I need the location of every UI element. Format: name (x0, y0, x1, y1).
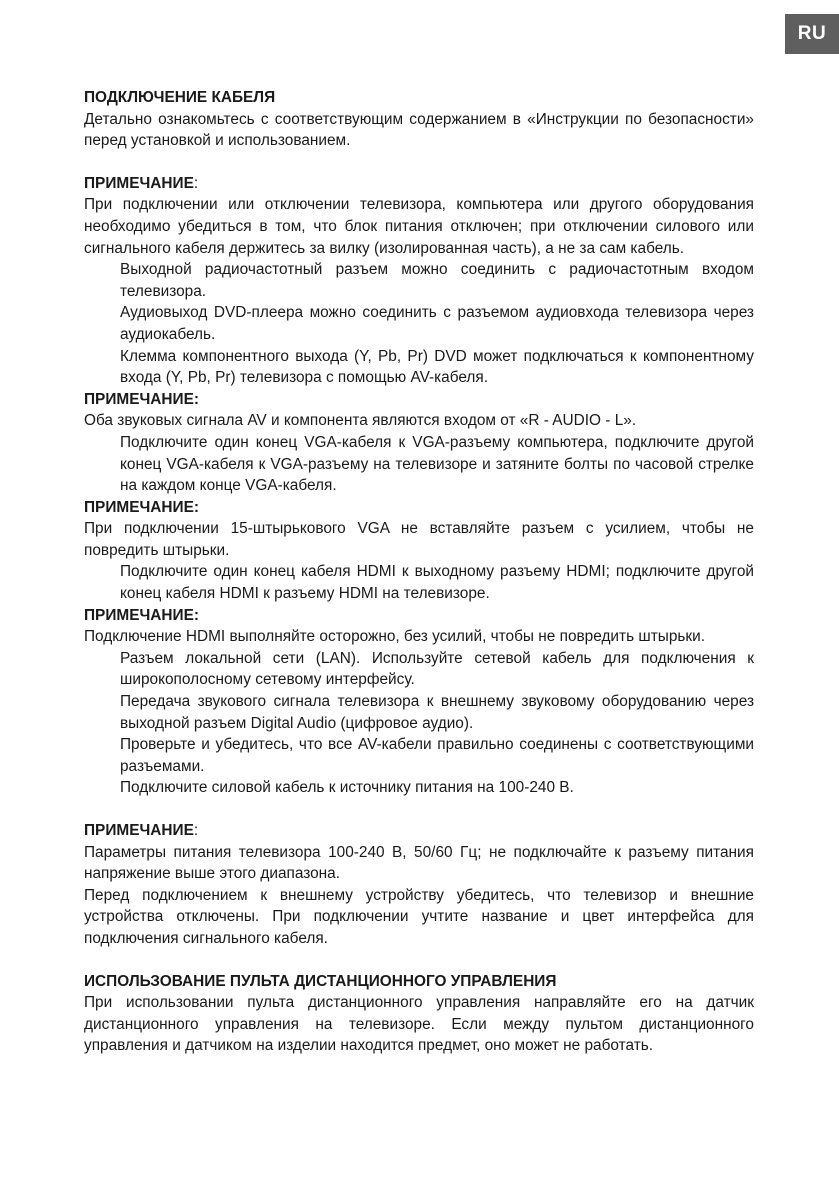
instruction-item: Клемма компонентного выхода (Y, Pb, Pr) DVD может подключаться к компонентному входа (Y, Pb, Pr) телевизора с помощью AV-кабеля. (120, 347, 754, 387)
instruction-item: Разъем локальной сети (LAN). Используйте сетевой кабель для подключения к широкополосному сетевому интерфейсу. (120, 649, 754, 689)
instruction-item: Подключите силовой кабель к источнику питания на 100-240 В. (120, 779, 574, 797)
note-heading: ПРИМЕЧАНИЕ: (84, 606, 199, 624)
note-colon: : (193, 822, 199, 839)
note-heading: ПРИМЕЧАНИЕ: (84, 498, 199, 516)
remote-text: При использовании пульта дистанционного управления направляйте его на датчик дистанционного управления на телевизоре. Если между пультом дистанционного управления и датчиком на изделии находится предмет, оно может не работать. (84, 994, 754, 1055)
note-text: Параметры питания телевизора 100-240 В, 50/60 Гц; не подключайте к разъему питания напряжение выше этого диапазона. (84, 843, 754, 883)
note-label: ПРИМЕЧАНИЕ (84, 822, 194, 839)
instruction-item: Проверьте и убедитесь, что все AV-кабели правильно соединены с соответствующими разъемами. (120, 736, 754, 775)
manual-page-content (84, 87, 754, 1057)
note-text: Оба звуковых сигнала AV и компонента являются входом от «R - AUDIO - L». (84, 412, 637, 430)
note-text: При подключении или отключении телевизора, компьютера или другого оборудования необходимо убедиться в том, что блок питания отключен; при отключении силового или сигнального кабеля держитесь за вилку (изолированная часть), а не за сам кабель. (84, 196, 754, 257)
cable-intro: Детально ознакомьтесь с соответствующим содержанием в «Инструкции по безопасности» перед установкой и использованием. (84, 110, 754, 150)
note-colon: : (193, 174, 199, 192)
section-title-cable: ПОДКЛЮЧЕНИЕ КАБЕЛЯ (84, 89, 276, 106)
instruction-item: Выходной радиочастотный разъем можно соединить с радиочастотным входом телевизора. (120, 261, 754, 300)
note-heading: ПРИМЕЧАНИЕ: (84, 390, 199, 408)
section-title-remote: ИСПОЛЬЗОВАНИЕ ПУЛЬТА ДИСТАНЦИОННОГО УПРАВЛЕНИЯ (84, 972, 557, 990)
note-text: При подключении 15-штырькового VGA не вставляйте разъем с усилием, чтобы не повредить штырьки. (84, 520, 754, 559)
instruction-item: Передача звукового сигнала телевизора к внешнему звуковому оборудованию через выходной разъем Digital Audio (цифровое аудио). (120, 693, 754, 732)
instruction-item: Подключите один конец кабеля HDMI к выходному разъему HDMI; подключите другой конец кабеля HDMI к разъему HDMI на телевизоре. (120, 563, 754, 603)
note-heading (84, 820, 754, 842)
note-text: Перед подключением к внешнему устройству убедитесь, что телевизор и внешние устройства отключены. При подключении учтите название и цвет интерфейса для подключения сигнального кабеля. (84, 886, 754, 947)
instruction-item: Подключите один конец VGA-кабеля к VGA-разъему компьютера, подключите другой конец VGA-кабеля к VGA-разъему на телевизоре и затяните болты по часовой стрелке на каждом конце VGA-кабеля. (120, 433, 754, 495)
language-badge: RU (785, 14, 839, 54)
instruction-item: Аудиовыход DVD-плеера можно соединить с разъемом аудиовхода телевизора через аудиокабель. (120, 304, 754, 343)
note-text: Подключение HDMI выполняйте осторожно, без усилий, чтобы не повредить штырьки. (84, 628, 706, 646)
note-label: ПРИМЕЧАНИЕ (84, 174, 194, 192)
note-heading (84, 173, 754, 195)
